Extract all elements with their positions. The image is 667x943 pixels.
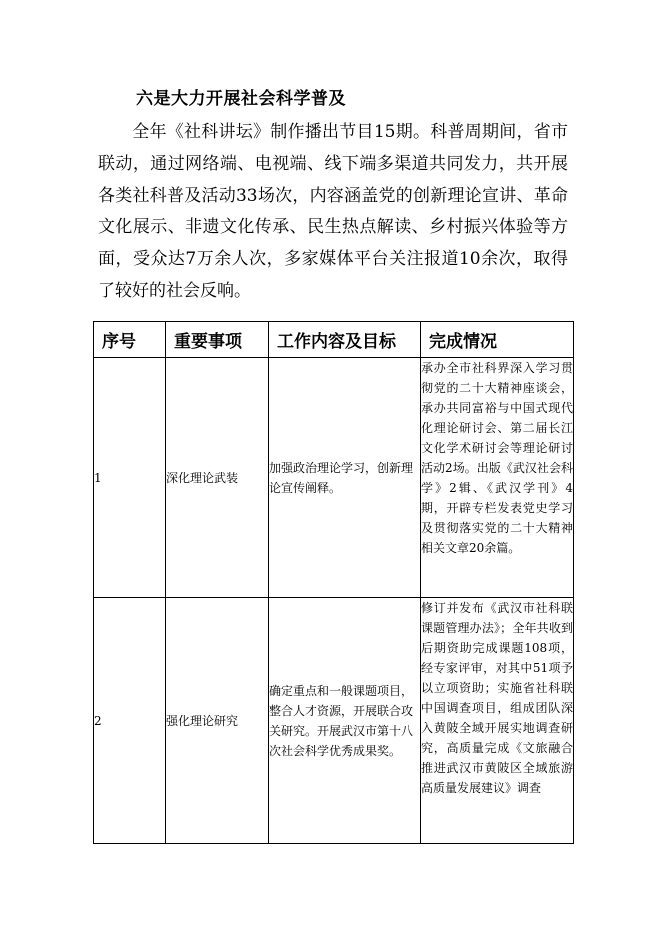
body-paragraph <box>98 117 568 308</box>
header-content: 工作内容及目标 <box>269 322 421 358</box>
table-header-row <box>94 322 574 358</box>
cell-no: 1 <box>94 358 166 598</box>
header-status: 完成情况 <box>421 322 574 358</box>
table-row <box>94 358 574 598</box>
cell-item: 深化理论武装 <box>166 358 269 598</box>
header-no: 序号 <box>94 322 166 358</box>
section-heading: 六是大力开展社会科学普及 <box>136 89 346 109</box>
header-item: 重要事项 <box>166 322 269 358</box>
cell-no: 2 <box>94 598 166 844</box>
cell-content: 加强政治理论学习，创新理论宣传阐释。 <box>269 358 421 598</box>
cell-status: 承办全市社科界深入学习贯彻党的二十大精神座谈会，承办共同富裕与中国式现代化理论研讨会、第二届长江文化学术研讨会等理论研讨活动2场。出版《武汉社会科学》2辑、《武汉学刊》4期，开辟专栏发表党史学习及贯彻落实党的二十大精神相关文章20余篇。 <box>421 358 574 598</box>
cell-content: 确定重点和一般课题项目，整合人才资源，开展联合攻关研究。开展武汉市第十八次社会科学优秀成果奖。 <box>269 598 421 844</box>
body-paragraph-text: 全年《社科讲坛》制作播出节目15期。科普周期间，省市联动，通过网络端、电视端、线下端多渠道共同发力，共开展各类社科普及活动33场次，内容涵盖党的创新理论宣讲、革命文化展示、非遗文化传承、民生热点解读、乡村振兴体验等方面，受众达7万余人次，多家媒体平台关注报道10余次，取得了较好的社会反响。 <box>98 122 568 301</box>
cell-status: 修订并发布《武汉市社科联课题管理办法》；全年共收到后期资助完成课题108项，经专家评审，对其中51项予以立项资助；实施省社科联中国调查项目，组成团队深入黄陂全域开展实地调查研究，高质量完成《文旅融合推进武汉市黄陂区全域旅游高质量发展建议》调查 <box>421 598 574 844</box>
table-row <box>94 598 574 844</box>
cell-item: 强化理论研究 <box>166 598 269 844</box>
work-table <box>93 321 574 844</box>
